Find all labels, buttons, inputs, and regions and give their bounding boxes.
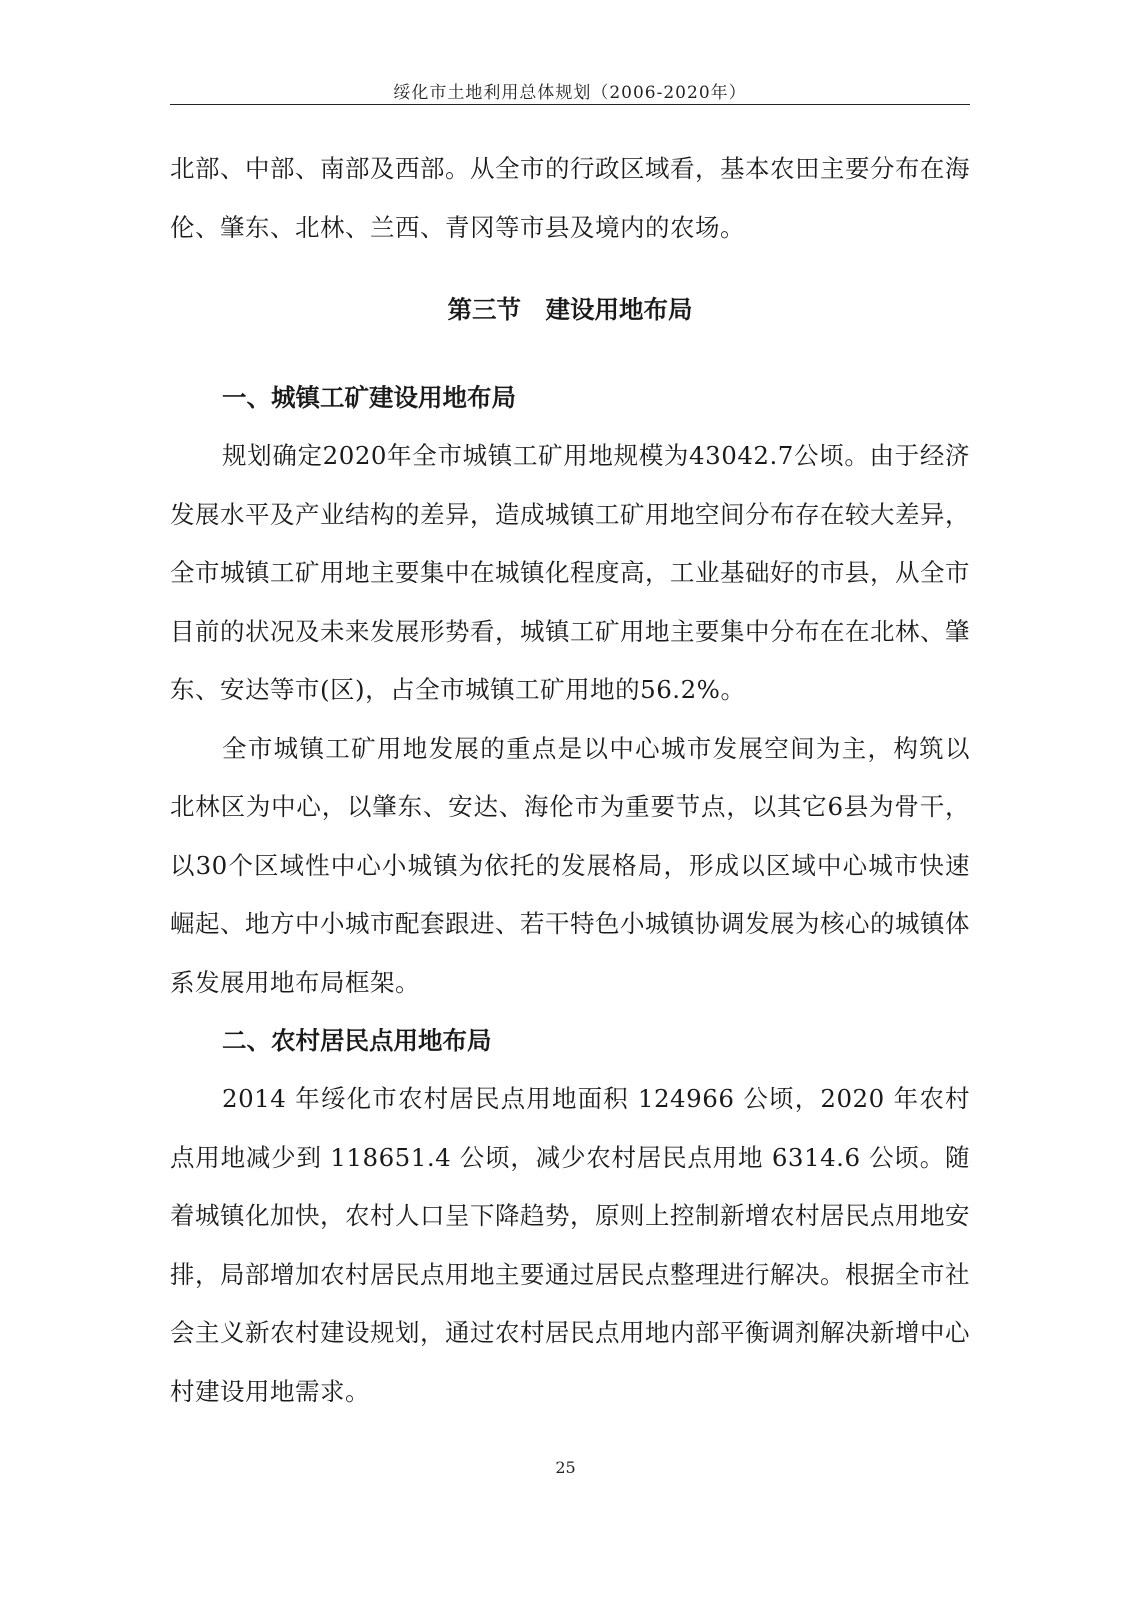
paragraph-urban-scale: 规划确定2020年全市城镇工矿用地规模为43042.7公顷。由于经济发展水平及产业结构的差异，造成城镇工矿用地空间分布存在较大差异，全市城镇工矿用地主要集中在城镇化程度高，工业基础好的市县，从全市目前的状况及未来发展形势看，城镇工矿用地主要集中分布在在北林、肇东、安达等市(区)，占全市城镇工矿用地的56.2%。 bbox=[170, 441, 970, 704]
paragraph-urban-focus: 全市城镇工矿用地发展的重点是以中心城市发展空间为主，构筑以北林区为中心，以肇东、安达、海伦市为重要节点，以其它6县为骨干，以30个区域性中心小城镇为依托的发展格局，形成以区域中心城市快速崛起、地方中小城市配套跟进、若干特色小城镇协调发展为核心的城镇体系发展用地布局框架。 bbox=[170, 733, 970, 997]
intro-paragraph: 北部、中部、南部及西部。从全市的行政区域看，基本农田主要分布在海伦、肇东、北林、兰西、青冈等市县及境内的农场。 bbox=[170, 154, 970, 242]
page-body bbox=[170, 140, 970, 1421]
paragraph-rural-settlement: 2014 年绥化市农村居民点用地面积 124966 公顷，2020 年农村点用地减少到 118651.4 公顷，减少农村居民点用地 6314.6 公顷。随着城镇化加快，农村人口呈下降趋势，原则上控制新增农村居民点用地安排，局部增加农村居民点用地主要通过居民点整理进行解决。根据全市社会主义新农村建设规划，通过农村居民点用地内部平衡调剂解决新增中心村建设用地需求。 bbox=[170, 1084, 970, 1406]
running-header: 绥化市土地利用总体规划（2006-2020年） bbox=[393, 83, 747, 103]
subsection-heading-urban: 一、城镇工矿建设用地布局 bbox=[222, 383, 516, 412]
page-number: 25 bbox=[555, 1458, 576, 1477]
subsection-heading-rural: 二、农村居民点用地布局 bbox=[222, 1026, 492, 1055]
section-title: 第三节 建设用地布局 bbox=[447, 295, 693, 324]
header-divider bbox=[170, 104, 970, 105]
